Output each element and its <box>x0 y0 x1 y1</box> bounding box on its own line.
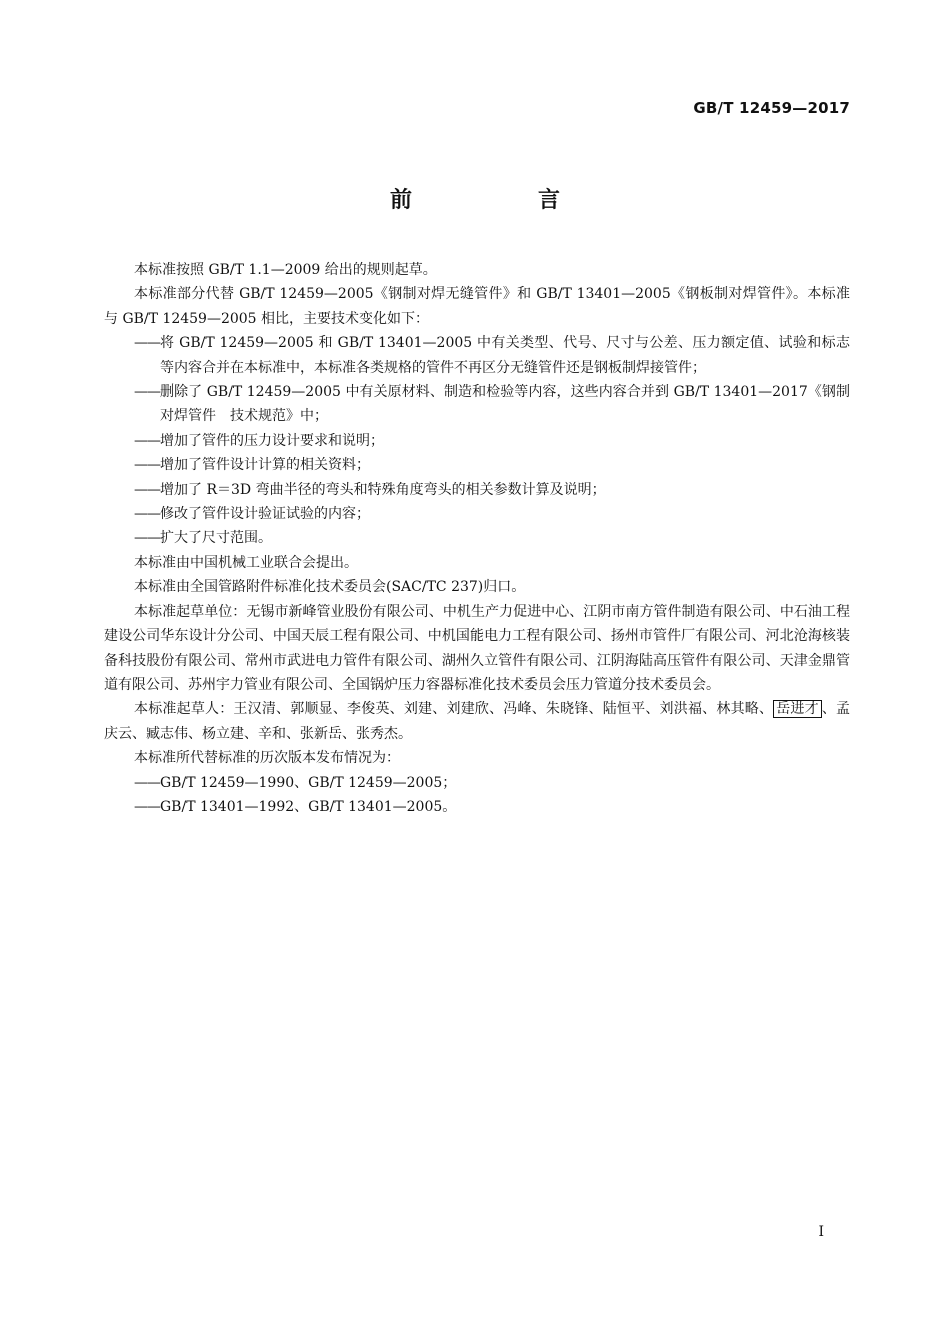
paragraph-drafting-units: 本标准起草单位：无锡市新峰管业股份有限公司、中机生产力促进中心、江阴市南方管件制造有限公司、中石油工程建设公司华东设计分公司、中国天辰工程有限公司、中机国能电力工程有限公司、扬州市管件厂有限公司、河北沧海核装备科技股份有限公司、常州市武进电力管件有限公司、湖州久立管件有限公司、江阴海陆高压管件有限公司、天津金鼎管道有限公司、苏州宇力管业有限公司、全国锅炉压力容器标准化技术委员会压力管道分技术委员会。 <box>104 603 850 693</box>
paragraph-proposer: 本标准由中国机械工业联合会提出。 <box>134 554 358 571</box>
dash-marker: —— <box>134 530 160 547</box>
document-body <box>104 258 850 819</box>
list-item: —— 删除了 GB/T 12459—2005 中有关原材料、制造和检验等内容，这些内容合并到 GB/T 13401—2017《钢制对焊管件 技术规范》中； <box>104 380 850 429</box>
paragraph-administrator: 本标准由全国管路附件标准化技术委员会(SAC/TC 237)归口。 <box>134 579 526 596</box>
paragraph-drafters: 本标准起草人：王汉清、郭顺显、李俊英、刘建、刘建欣、冯峰、朱晓锋、陆恒平、刘洪福、林其略、 岳进才 、孟庆云、臧志伟、杨立建、辛和、张新岳、张秀杰。 <box>104 701 851 742</box>
list-item: —— 扩大了尺寸范围。 <box>104 526 850 550</box>
standard-number: GB/T 12459—2017 <box>693 99 850 117</box>
page-title: 前 言 <box>389 188 612 213</box>
paragraph-replaces: 本标准部分代替 GB/T 12459—2005《钢制对焊无缝管件》和 GB/T 13401—2005《钢板制对焊管件》。本标准与 GB/T 12459—2005 相比，主要技术变化如下： <box>104 286 850 327</box>
dash-marker: —— <box>134 774 160 791</box>
paragraph-history-intro: 本标准所代替标准的历次版本发布情况为： <box>134 750 400 767</box>
boxed-name: 岳进才 <box>773 700 822 718</box>
dash-marker: —— <box>134 798 160 815</box>
paragraph-drafting-rules: 本标准按照 GB/T 1.1—2009 给出的规则起草。 <box>134 262 437 278</box>
dash-marker: —— <box>134 384 160 401</box>
dash-marker: —— <box>134 457 160 474</box>
list-item: —— 将 GB/T 12459—2005 和 GB/T 13401—2005 中有关类型、代号、尺寸与公差、压力额定值、试验和标志等内容合并在本标准中，本标准各类规格的管件不再区分无缝管件还是钢板制焊接管件； <box>104 331 850 380</box>
page-number: I <box>818 1224 824 1240</box>
list-item: —— GB/T 13401—1992、GB/T 13401—2005。 <box>104 795 850 819</box>
dash-marker: —— <box>134 481 160 498</box>
list-item: —— 增加了管件设计计算的相关资料； <box>104 453 850 477</box>
dash-marker: —— <box>134 506 160 523</box>
list-item: —— 修改了管件设计验证试验的内容； <box>104 502 850 526</box>
list-item: —— 增加了管件的压力设计要求和说明； <box>104 429 850 453</box>
dash-marker: —— <box>134 432 160 449</box>
list-item: —— GB/T 12459—1990、GB/T 12459—2005； <box>104 771 850 795</box>
dash-marker: —— <box>134 335 160 352</box>
list-item: —— 增加了 R＝3D 弯曲半径的弯头和特殊角度弯头的相关参数计算及说明； <box>104 478 850 502</box>
